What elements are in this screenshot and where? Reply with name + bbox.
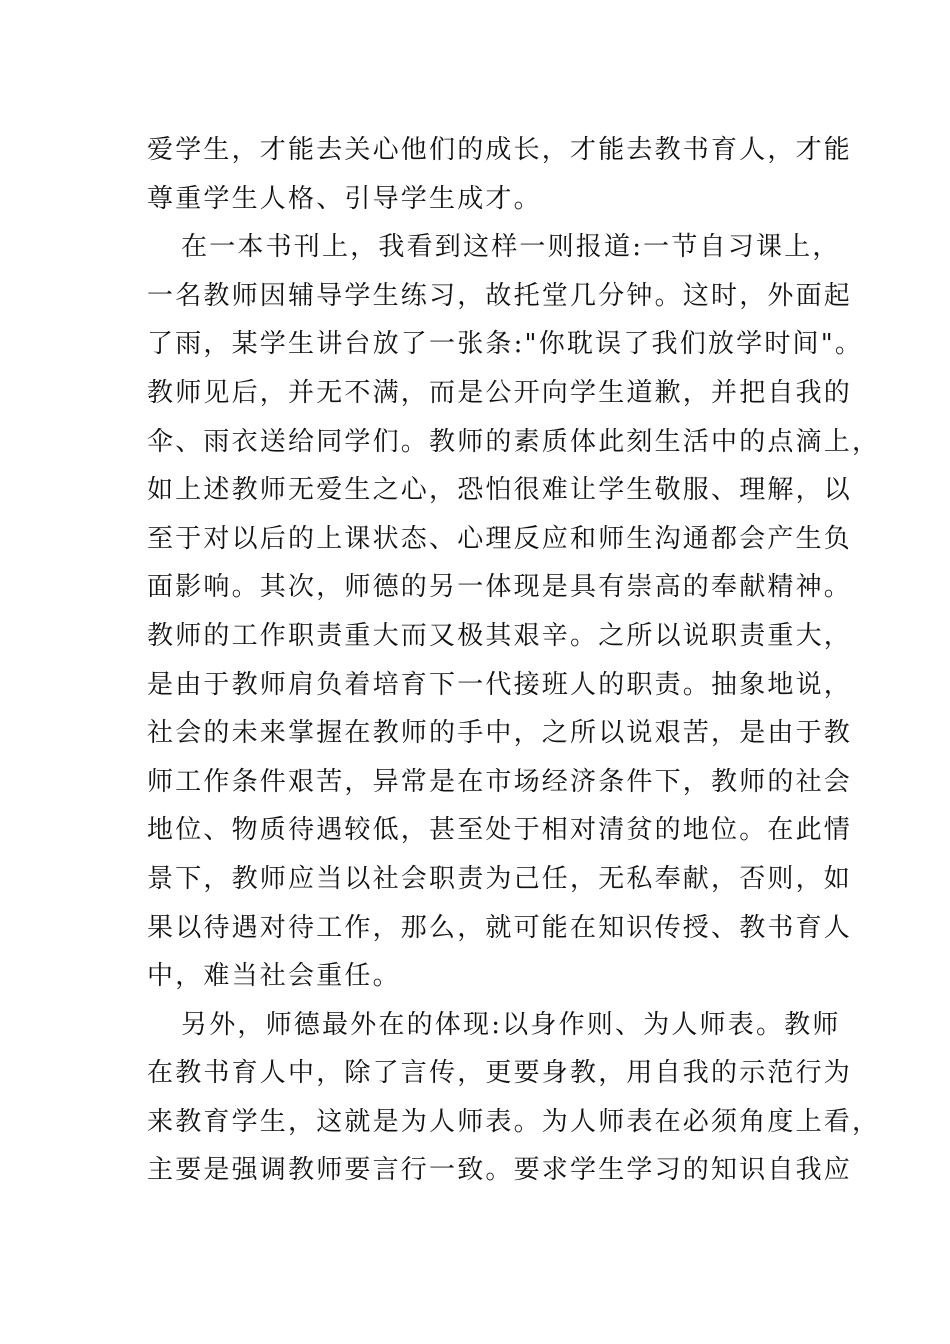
text-line: 景下，教师应当以社会职责为己任，无私奉献，否则，如: [147, 863, 853, 894]
text-line: 果以待遇对待工作，那么，就可能在知识传授、教书育人: [147, 912, 853, 943]
text-line: 师工作条件艰苦，异常是在市场经济条件下，教师的社会: [147, 766, 853, 797]
text-line: 爱学生，才能去关心他们的成长，才能去教书育人，才能: [147, 135, 853, 165]
text-line: 尊重学生人格、引导学生成才。: [147, 183, 542, 214]
text-line: 主要是强调教师要言行一致。要求学生学习的知识自我应: [147, 1155, 853, 1186]
text-line: 来教育学生，这就是为人师表。为人师表在必须角度上看，: [147, 1106, 881, 1137]
text-line: 中，难当社会重任。: [147, 961, 401, 992]
text-line: 地位、物质待遇较低，甚至处于相对清贫的地位。在此情: [147, 815, 853, 846]
text-line: 至于对以后的上课状态、心理反应和师生沟通都会产生负: [147, 523, 853, 554]
text-line: 社会的未来掌握在教师的手中，之所以说艰苦，是由于教: [147, 718, 853, 749]
text-line: 伞、雨衣送给同学们。教师的素质体此刻生活中的点滴上，: [147, 426, 881, 457]
text-line: 面影响。其次，师德的另一体现是具有崇高的奉献精神。: [147, 572, 853, 603]
paragraph-first-line: 在一本书刊上，我看到这样一则报道:一节自习课上，: [181, 232, 841, 263]
text-line: 教师见后，并无不满，而是公开向学生道歉，并把自我的: [147, 377, 853, 408]
body-text: [147, 126, 881, 1195]
text-line: 了雨，某学生讲台放了一张条:"你耽误了我们放学时间"。: [147, 329, 864, 360]
text-line: 是由于教师肩负着培育下一代接班人的职责。抽象地说，: [147, 669, 853, 700]
text-line: 如上述教师无爱生之心，恐怕很难让学生敬服、理解，以: [147, 475, 853, 506]
text-line: 一名教师因辅导学生练习，故托堂几分钟。这时，外面起: [147, 280, 853, 311]
text-line: 教师的工作职责重大而又极其艰辛。之所以说职责重大，: [147, 620, 853, 651]
text-line: 在教书育人中，除了言传，更要身教，用自我的示范行为: [147, 1058, 853, 1089]
paragraph-first-line: 另外，师德最外在的体现:以身作则、为人师表。教师: [181, 1009, 841, 1040]
